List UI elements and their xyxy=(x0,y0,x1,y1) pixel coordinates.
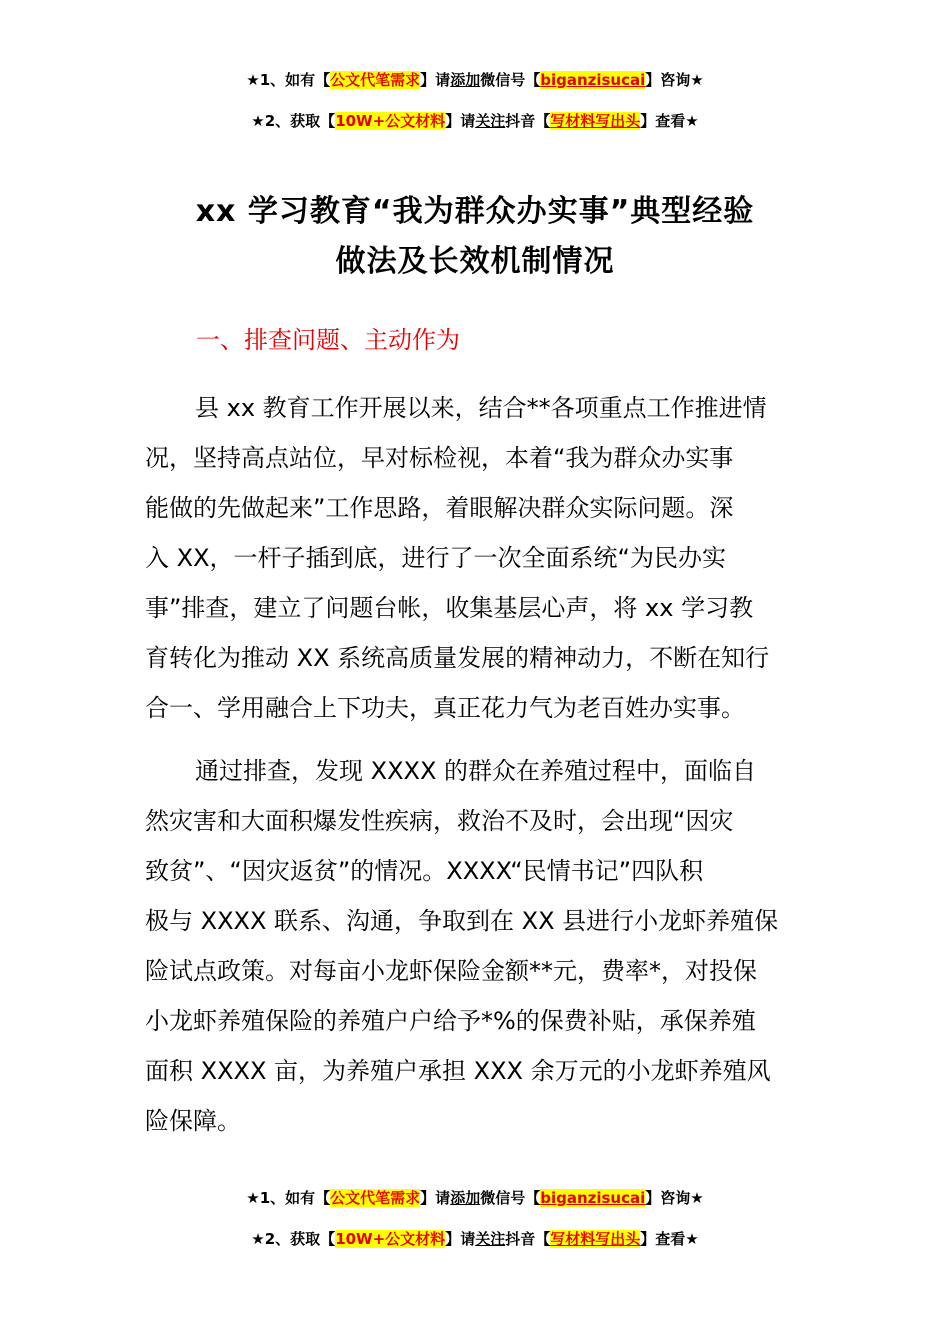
notice-text: 】请 xyxy=(420,1189,451,1207)
notice-underlined-text: 关注 xyxy=(475,112,506,130)
document-title-line-1: xx 学习教育“我为群众办实事”典型经验 xyxy=(195,194,755,229)
notice-text: ★1、如有【 xyxy=(246,1189,331,1207)
paragraph-line: 育转化为推动 XX 系统高质量发展的精神动力，不断在知行 xyxy=(145,644,770,672)
notice-highlight: 公文代笔需求 xyxy=(330,71,421,89)
notice-text: 】请 xyxy=(445,1230,476,1248)
paragraph-line: 合一、学用融合上下功夫，真正花力气为老百姓办实事。 xyxy=(145,694,745,722)
notice-text: 】请 xyxy=(420,71,451,89)
notice-text: 抖音【 xyxy=(505,112,551,130)
notice-text: 】咨询★ xyxy=(645,1189,704,1207)
paragraph-line: 能做的先做起来”工作思路，着眼解决群众实际问题。深 xyxy=(145,494,734,522)
notice-underlined-text: 关注 xyxy=(475,1230,506,1248)
notice-text: 微信号【 xyxy=(480,71,541,89)
paragraph-1 xyxy=(145,383,810,733)
paragraph-line: 极与 XXXX 联系、沟通，争取到在 XX 县进行小龙虾养殖保 xyxy=(145,907,779,935)
wechat-id-link[interactable]: biganzisucai xyxy=(540,71,646,89)
paragraph-2 xyxy=(145,746,810,1146)
notice-text: ★2、获取【 xyxy=(251,112,336,130)
paragraph-line: 小龙虾养殖保险的养殖户户给予*%的保费补贴，承保养殖 xyxy=(145,1007,756,1035)
notice-highlight: 公文代笔需求 xyxy=(330,1189,421,1207)
bottom-notice-line-1 xyxy=(0,1188,950,1208)
paragraph-line: 险保障。 xyxy=(145,1107,241,1135)
douyin-account-link[interactable]: 写材料写出头 xyxy=(550,112,641,130)
paragraph-line: 事”排查，建立了问题台帐，收集基层心声，将 xx 学习教 xyxy=(145,594,754,622)
notice-text: ★2、获取【 xyxy=(251,1230,336,1248)
paragraph-line: 县 xx 教育工作开展以来，结合**各项重点工作推进情 xyxy=(195,394,767,422)
paragraph-line: 通过排查，发现 XXXX 的群众在养殖过程中，面临自 xyxy=(195,757,757,785)
notice-text: 】查看★ xyxy=(640,1230,699,1248)
notice-underlined-text: 添加 xyxy=(450,1189,481,1207)
notice-text: 】查看★ xyxy=(640,112,699,130)
section-heading: 一、排查问题、主动作为 xyxy=(196,326,460,354)
notice-text: ★1、如有【 xyxy=(246,71,331,89)
document-title-line-2: 做法及长效机制情况 xyxy=(335,244,615,279)
wechat-id-link[interactable]: biganzisucai xyxy=(540,1189,646,1207)
paragraph-line: 然灾害和大面积爆发性疾病，救治不及时，会出现“因灾 xyxy=(145,807,734,835)
paragraph-line: 入 XX，一杆子插到底，进行了一次全面系统“为民办实 xyxy=(145,544,726,572)
bottom-notice-line-2 xyxy=(0,1229,950,1249)
notice-text: 】请 xyxy=(445,112,476,130)
paragraph-line: 面积 XXXX 亩，为养殖户承担 XXX 余万元的小龙虾养殖风 xyxy=(145,1057,771,1085)
douyin-account-link[interactable]: 写材料写出头 xyxy=(550,1230,641,1248)
notice-highlight: 10W+公文材料 xyxy=(335,112,446,130)
paragraph-line: 险试点政策。对每亩小龙虾保险金额**元，费率*，对投保 xyxy=(145,957,757,985)
top-notice-line-2 xyxy=(0,111,950,131)
top-notice-line-1 xyxy=(0,70,950,90)
notice-highlight: 10W+公文材料 xyxy=(335,1230,446,1248)
paragraph-line: 况，坚持高点站位，早对标检视，本着“我为群众办实事 xyxy=(145,444,734,472)
paragraph-line: 致贫”、“因灾返贫”的情况。XXXX“民情书记”四队积 xyxy=(145,857,704,885)
notice-text: 抖音【 xyxy=(505,1230,551,1248)
notice-text: 】咨询★ xyxy=(645,71,704,89)
notice-underlined-text: 添加 xyxy=(450,71,481,89)
notice-text: 微信号【 xyxy=(480,1189,541,1207)
